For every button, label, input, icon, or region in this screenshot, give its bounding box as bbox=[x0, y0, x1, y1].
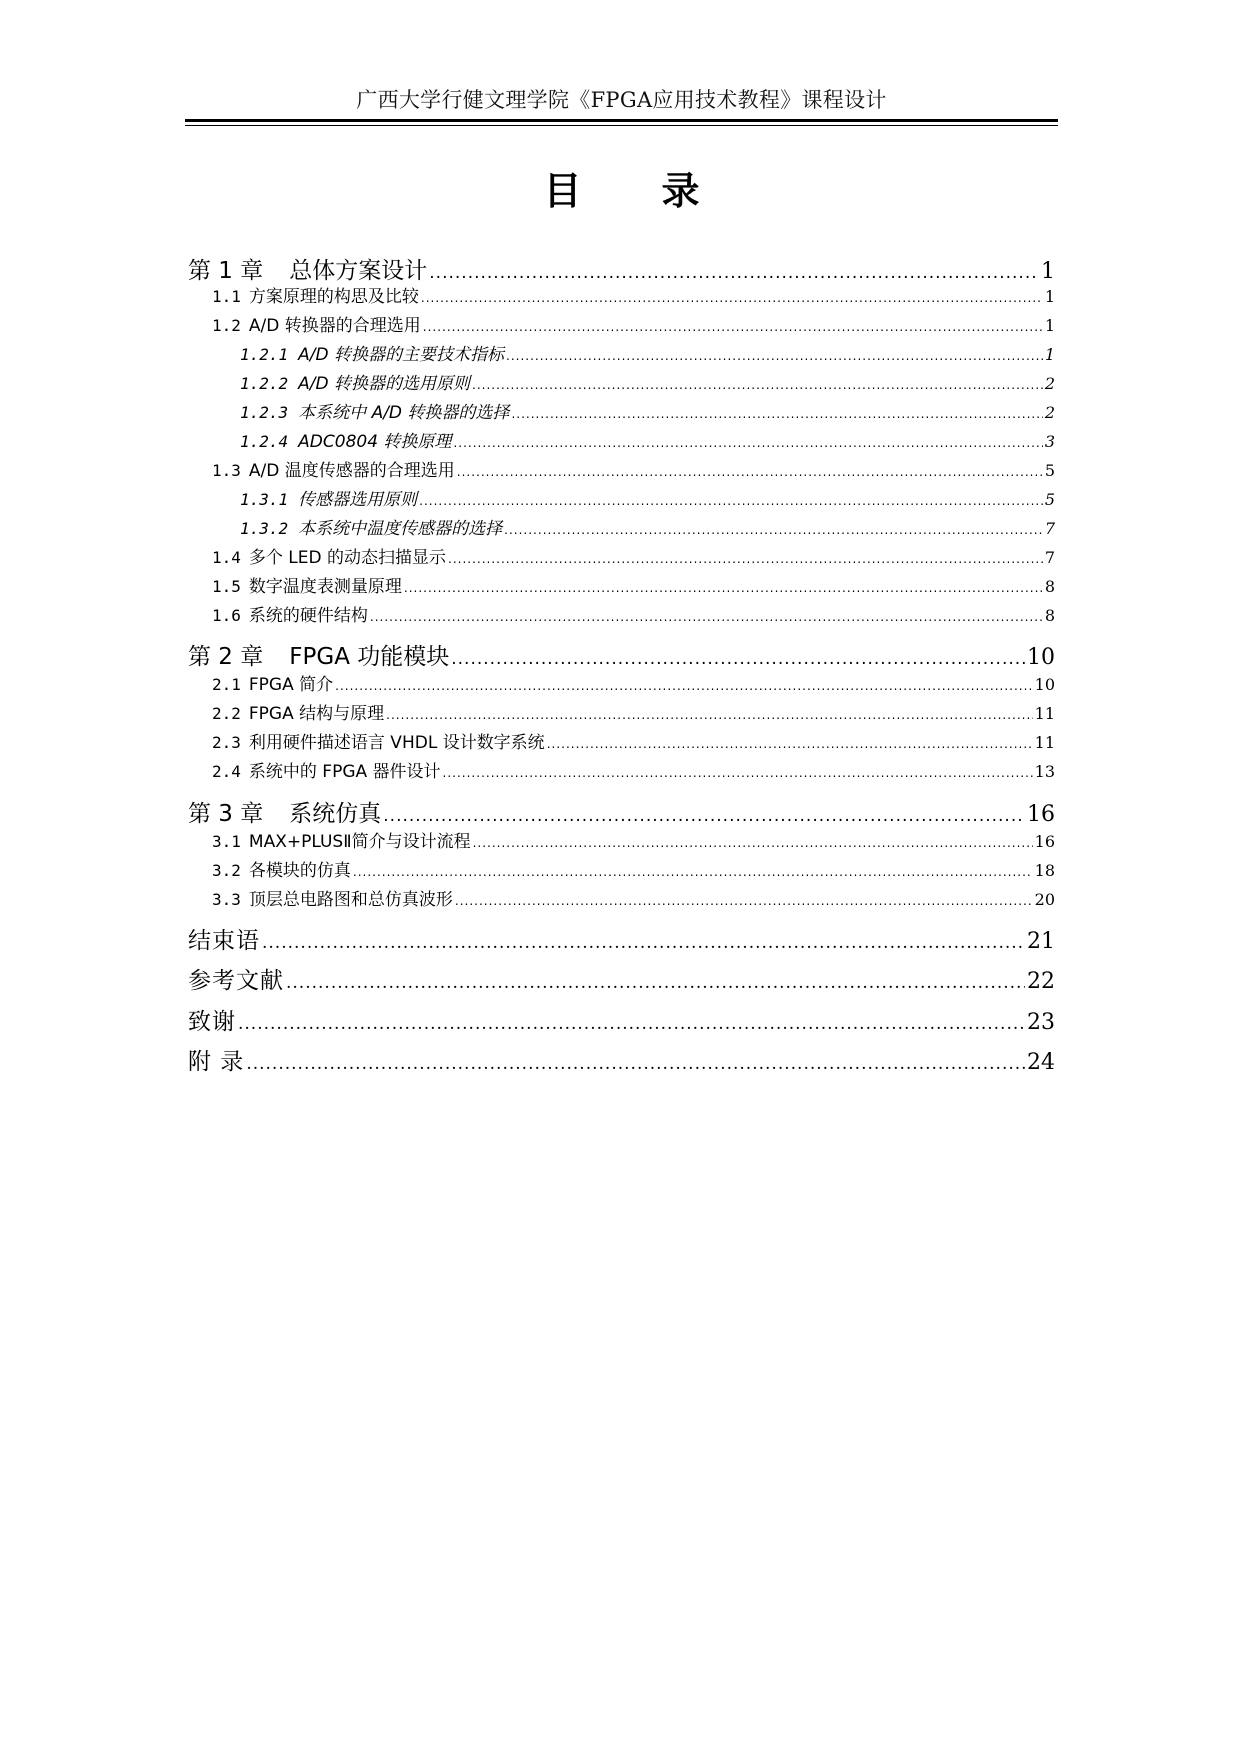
toc-entry bbox=[212, 885, 1055, 910]
toc-entry-title bbox=[212, 757, 441, 782]
toc-page-number: 22 bbox=[1027, 969, 1055, 994]
toc-entry-label: 系统仿真 bbox=[289, 801, 382, 827]
toc-entry bbox=[188, 1003, 1055, 1036]
toc-entry-title bbox=[188, 1003, 236, 1036]
toc-leader-dots bbox=[423, 320, 1043, 334]
toc-entry-label: 系统的硬件结构 bbox=[248, 606, 368, 626]
toc-entry bbox=[212, 311, 1055, 336]
toc-leader-dots bbox=[421, 291, 1043, 305]
toc-entry bbox=[188, 638, 1055, 671]
toc-page-number: 23 bbox=[1027, 1010, 1055, 1035]
toc-entry-label: A/D 转换器的选用原则 bbox=[298, 374, 471, 394]
toc-section-number: 1.4 bbox=[212, 548, 241, 567]
toc-entry-label: 数字温度表测量原理 bbox=[248, 577, 402, 597]
toc-page-number: 5 bbox=[1044, 461, 1055, 480]
toc-entry-label: 结束语 bbox=[188, 928, 260, 954]
toc-leader-dots bbox=[238, 1014, 1025, 1034]
toc-section-number: 2.4 bbox=[212, 762, 241, 781]
toc-page-number: 8 bbox=[1044, 606, 1055, 625]
toc-section-number: 1.1 bbox=[212, 287, 241, 306]
toc-entry-title bbox=[212, 601, 368, 626]
toc-leader-dots bbox=[547, 737, 1033, 751]
toc-entry-label: 顶层总电路图和总仿真波形 bbox=[248, 890, 453, 910]
toc-page-number: 24 bbox=[1027, 1050, 1055, 1075]
toc-entry-title bbox=[188, 795, 381, 828]
toc-entry bbox=[212, 456, 1055, 481]
toc-chapter-number: 第 3 章 bbox=[188, 801, 264, 827]
toc-page-number: 11 bbox=[1034, 733, 1055, 752]
toc-entry bbox=[212, 572, 1055, 597]
toc-page-number: 1 bbox=[1044, 345, 1055, 364]
toc-page-number: 20 bbox=[1034, 890, 1055, 909]
toc-entry-label: ADC0804 转换原理 bbox=[298, 432, 452, 452]
toc-entry-title bbox=[212, 543, 446, 568]
toc-section-number: 3.2 bbox=[212, 861, 241, 880]
toc-page-number: 5 bbox=[1044, 490, 1055, 509]
toc-entry-title bbox=[240, 398, 509, 423]
toc-entry-label: 本系统中 A/D 转换器的选择 bbox=[298, 403, 510, 423]
toc-page-number: 16 bbox=[1034, 832, 1055, 851]
toc-entry bbox=[240, 427, 1055, 452]
toc-entry-title bbox=[240, 340, 504, 365]
toc-leader-dots bbox=[472, 378, 1043, 392]
toc-leader-dots bbox=[429, 263, 1039, 283]
toc-leader-dots bbox=[404, 581, 1043, 595]
toc-section-number: 1.5 bbox=[212, 577, 241, 596]
toc-leader-dots bbox=[506, 349, 1043, 363]
toc-page-number: 1 bbox=[1044, 316, 1055, 335]
toc-chapter-number: 第 1 章 bbox=[188, 258, 264, 284]
toc-leader-dots bbox=[383, 806, 1025, 826]
toc-section-number: 1.6 bbox=[212, 606, 241, 625]
toc-entry bbox=[240, 369, 1055, 394]
toc-entry-title bbox=[188, 922, 260, 955]
toc-section-number: 1.3.2 bbox=[240, 519, 289, 538]
toc-entry-label: 方案原理的构思及比较 bbox=[248, 287, 419, 307]
toc-section-number: 2.2 bbox=[212, 704, 241, 723]
toc-page-number: 3 bbox=[1044, 432, 1055, 451]
page-header: 广西大学行健文理学院《FPGA应用技术教程》课程设计 bbox=[356, 88, 887, 112]
toc-section-number: 2.3 bbox=[212, 733, 241, 752]
toc-leader-dots bbox=[335, 679, 1032, 693]
toc-entry-label: FPGA 结构与原理 bbox=[248, 704, 385, 724]
toc-leader-dots bbox=[443, 766, 1033, 780]
toc-leader-dots bbox=[386, 708, 1032, 722]
toc-section-number: 1.2.4 bbox=[240, 432, 289, 451]
toc-page-number: 18 bbox=[1034, 861, 1055, 880]
toc-entry-title bbox=[212, 670, 333, 695]
toc-section-number: 1.2.2 bbox=[240, 374, 289, 393]
toc-entry-label: FPGA 功能模块 bbox=[289, 644, 450, 670]
toc-entry-title bbox=[212, 282, 419, 307]
toc-leader-dots bbox=[262, 933, 1025, 953]
toc-entry-title bbox=[188, 962, 284, 995]
toc-leader-dots bbox=[353, 865, 1033, 879]
toc-entry-title bbox=[188, 252, 427, 285]
header-rule-thick bbox=[185, 119, 1058, 122]
toc-entry-label: FPGA 简介 bbox=[248, 675, 334, 695]
toc-section-number: 3.3 bbox=[212, 890, 241, 909]
toc-entry-title bbox=[212, 885, 453, 910]
toc-page-number: 10 bbox=[1027, 645, 1055, 670]
toc-section-number: 1.2.3 bbox=[240, 403, 289, 422]
toc-entry bbox=[188, 1043, 1055, 1076]
title-char-left: 目 bbox=[543, 169, 582, 213]
toc-leader-dots bbox=[451, 649, 1025, 669]
toc-chapter-number: 第 2 章 bbox=[188, 644, 264, 670]
toc-section-number: 1.2 bbox=[212, 316, 241, 335]
toc-entry-label: A/D 转换器的合理选用 bbox=[248, 316, 421, 336]
toc-entry bbox=[212, 601, 1055, 626]
toc-entry bbox=[212, 728, 1055, 753]
toc-entry-title bbox=[240, 369, 470, 394]
toc-page-number: 1 bbox=[1041, 259, 1055, 284]
toc-leader-dots bbox=[473, 836, 1033, 850]
toc-section-number: 1.3.1 bbox=[240, 490, 289, 509]
toc-entry bbox=[212, 699, 1055, 724]
toc-page-number: 7 bbox=[1044, 519, 1055, 538]
toc-leader-dots bbox=[246, 1054, 1025, 1074]
toc-entry-title bbox=[240, 514, 502, 539]
toc-leader-dots bbox=[286, 973, 1025, 993]
toc-entry-title bbox=[188, 638, 449, 671]
toc-entry-label: 多个 LED 的动态扫描显示 bbox=[248, 548, 447, 568]
toc-entry bbox=[212, 670, 1055, 695]
toc-entry-label: 致谢 bbox=[188, 1009, 236, 1035]
toc-page-number: 7 bbox=[1044, 548, 1055, 567]
toc-entry-title bbox=[212, 311, 421, 336]
toc-page-number: 13 bbox=[1034, 762, 1055, 781]
toc-entry-title bbox=[212, 728, 545, 753]
toc-page-number: 1 bbox=[1044, 287, 1055, 306]
toc-entry-label: 各模块的仿真 bbox=[248, 861, 351, 881]
toc-entry-label: 利用硬件描述语言 VHDL 设计数字系统 bbox=[248, 733, 545, 753]
title-char-right: 录 bbox=[661, 169, 700, 213]
toc-page-number: 10 bbox=[1034, 675, 1055, 694]
toc-leader-dots bbox=[457, 465, 1043, 479]
toc-entry bbox=[188, 252, 1055, 285]
toc-entry-label: A/D 温度传感器的合理选用 bbox=[248, 461, 455, 481]
toc-entry-title bbox=[212, 572, 402, 597]
toc-leader-dots bbox=[504, 523, 1043, 537]
toc-section-number: 1.2.1 bbox=[240, 345, 289, 364]
toc-page-number: 16 bbox=[1027, 802, 1055, 827]
toc-entry bbox=[240, 514, 1055, 539]
toc-section-number: 1.3 bbox=[212, 461, 241, 480]
toc-section-number: 3.1 bbox=[212, 832, 241, 851]
toc-leader-dots bbox=[370, 610, 1043, 624]
toc-entry bbox=[212, 827, 1055, 852]
toc-page-number: 2 bbox=[1044, 374, 1055, 393]
toc-entry-title bbox=[212, 827, 471, 852]
toc-entry-title bbox=[240, 485, 417, 510]
toc-entry bbox=[212, 543, 1055, 568]
toc-entry-label: 传感器选用原则 bbox=[298, 490, 418, 510]
toc-entry bbox=[212, 282, 1055, 307]
toc-entry bbox=[188, 795, 1055, 828]
toc-leader-dots bbox=[448, 552, 1043, 566]
toc-page-number: 11 bbox=[1034, 704, 1055, 723]
toc-entry-label: MAX+PLUSⅡ简介与设计流程 bbox=[248, 832, 471, 852]
toc-section-number: 2.1 bbox=[212, 675, 241, 694]
toc-entry-title bbox=[212, 456, 455, 481]
toc-entry bbox=[240, 398, 1055, 423]
toc-leader-dots bbox=[455, 894, 1033, 908]
toc-entry-label: 本系统中温度传感器的选择 bbox=[298, 519, 503, 539]
toc-entry bbox=[212, 856, 1055, 881]
toc-leader-dots bbox=[453, 436, 1042, 450]
toc-entry bbox=[240, 485, 1055, 510]
toc-entry-label: 参考文献 bbox=[188, 968, 284, 994]
header-rule-thin bbox=[185, 125, 1058, 126]
toc-leader-dots bbox=[511, 407, 1042, 421]
toc-entry-title bbox=[212, 699, 384, 724]
toc-leader-dots bbox=[419, 494, 1043, 508]
toc-entry-title bbox=[212, 856, 351, 881]
toc-page-number: 21 bbox=[1027, 929, 1055, 954]
toc-entry-label: 总体方案设计 bbox=[289, 258, 428, 284]
page-title bbox=[185, 160, 1058, 215]
toc-entry-label: 系统中的 FPGA 器件设计 bbox=[248, 762, 441, 782]
toc-page-number: 2 bbox=[1044, 403, 1055, 422]
toc-entry bbox=[240, 340, 1055, 365]
toc-entry-title bbox=[240, 427, 451, 452]
toc-entry bbox=[188, 962, 1055, 995]
toc-page-number: 8 bbox=[1044, 577, 1055, 596]
toc-entry bbox=[188, 922, 1055, 955]
toc-entry-label: 附 录 bbox=[188, 1049, 245, 1075]
toc-entry bbox=[212, 757, 1055, 782]
toc-entry-label: A/D 转换器的主要技术指标 bbox=[298, 345, 505, 365]
toc-entry-title bbox=[188, 1043, 244, 1076]
